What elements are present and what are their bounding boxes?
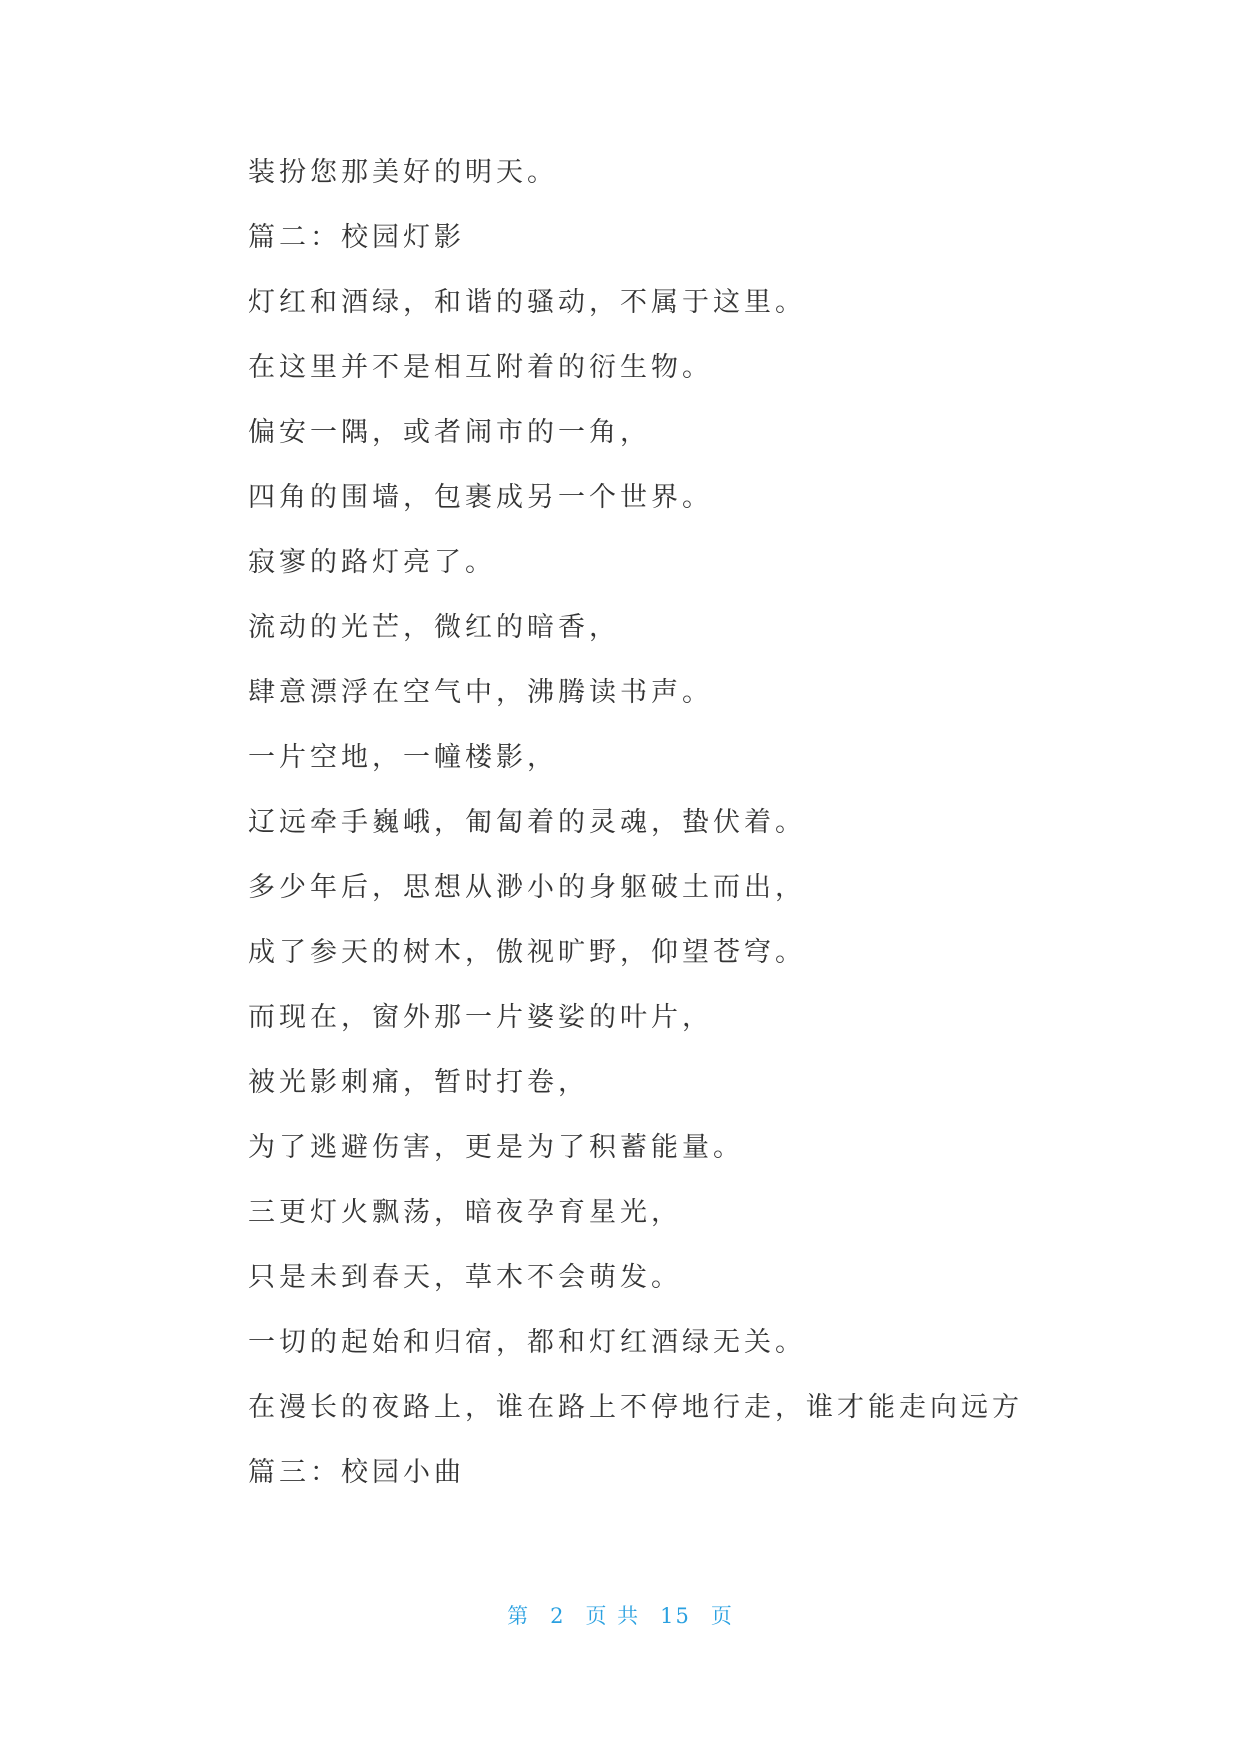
section-heading: 篇二：校园灯影 — [248, 222, 465, 253]
text-line: 被光影刺痛，暂时打卷， — [248, 1067, 589, 1098]
footer-middle: 页 共 — [585, 1604, 641, 1628]
total-pages-number: 15 — [660, 1604, 691, 1628]
section-heading: 篇三：校园小曲 — [248, 1457, 465, 1488]
text-line: 为了逃避伤害，更是为了积蓄能量。 — [248, 1132, 744, 1163]
text-line: 在这里并不是相互附着的衍生物。 — [248, 352, 713, 383]
text-line: 肆意漂浮在空气中，沸腾读书声。 — [248, 677, 713, 708]
current-page-number: 2 — [550, 1604, 566, 1628]
text-line: 流动的光芒，微红的暗香， — [248, 612, 620, 643]
footer-suffix: 页 — [710, 1604, 734, 1628]
text-line: 一切的起始和归宿，都和灯红酒绿无关。 — [248, 1327, 806, 1358]
text-line: 偏安一隅，或者闹市的一角， — [248, 417, 651, 448]
text-line: 而现在，窗外那一片婆娑的叶片， — [248, 1002, 713, 1033]
text-line: 灯红和酒绿，和谐的骚动，不属于这里。 — [248, 287, 806, 318]
document-body — [248, 154, 1028, 1505]
text-line: 四角的围墙，包裹成另一个世界。 — [248, 482, 713, 513]
text-line: 一片空地，一幢楼影， — [248, 742, 558, 773]
text-line: 在漫长的夜路上，谁在路上不停地行走，谁才能走向远方 — [248, 1392, 1023, 1423]
footer-prefix: 第 — [507, 1604, 531, 1628]
text-line: 三更灯火飘荡，暗夜孕育星光， — [248, 1197, 682, 1228]
text-line: 多少年后，思想从渺小的身躯破土而出， — [248, 872, 806, 903]
text-line: 成了参天的树木，傲视旷野，仰望苍穹。 — [248, 937, 806, 968]
page-footer — [0, 1600, 1241, 1630]
text-line: 只是未到春天，草木不会萌发。 — [248, 1262, 682, 1293]
text-line: 寂寥的路灯亮了。 — [248, 547, 496, 578]
text-line: 装扮您那美好的明天。 — [248, 157, 558, 188]
text-line: 辽远牵手巍峨，匍匐着的灵魂，蛰伏着。 — [248, 807, 806, 838]
